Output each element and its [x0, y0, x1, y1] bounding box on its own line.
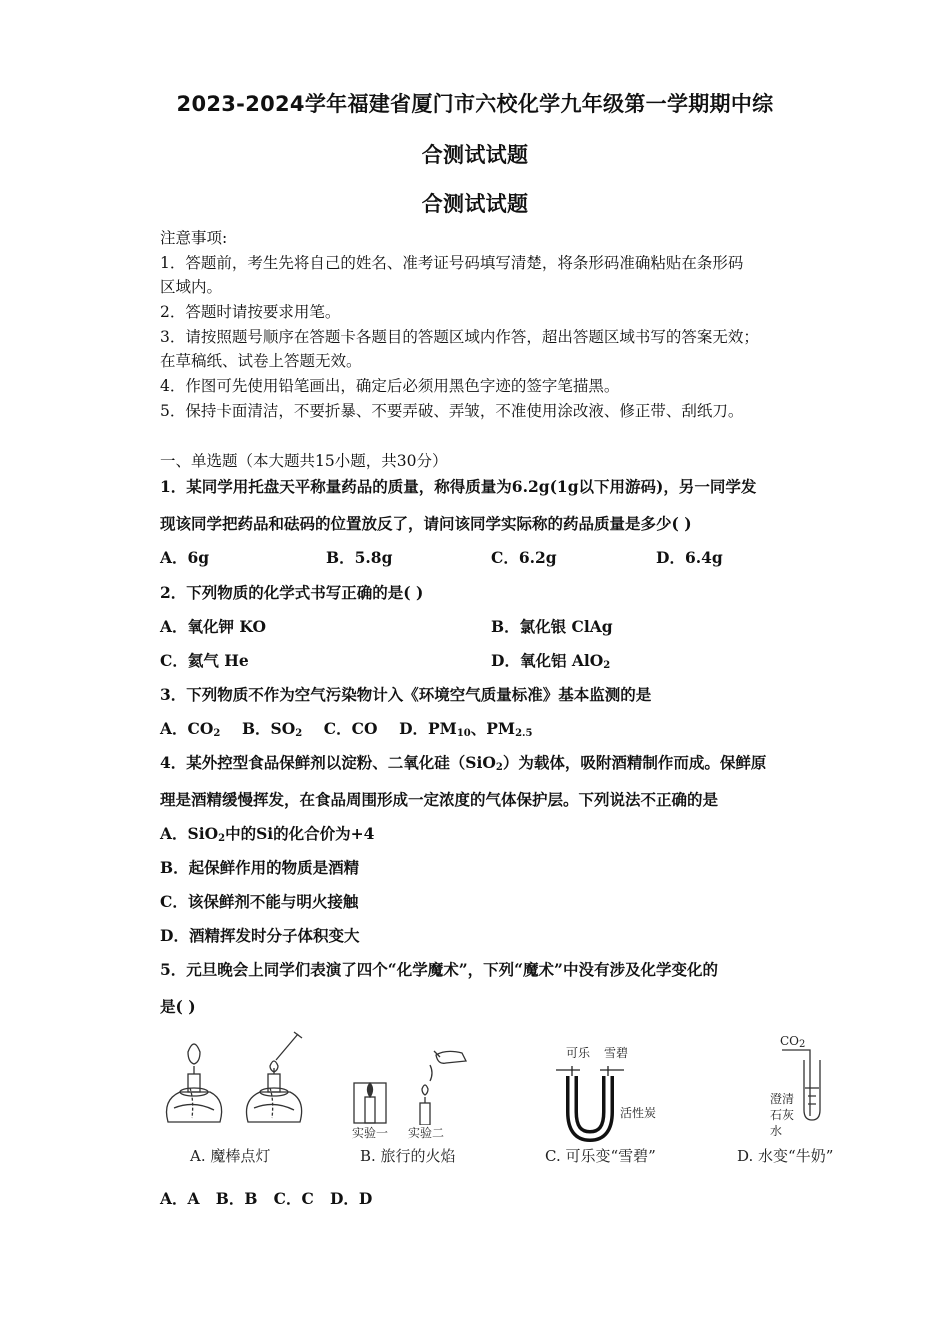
notice-heading: 注意事项:: [160, 229, 228, 247]
notice-item: 5．保持卡面清洁，不要折暴、不要弄破、弄皱，不准使用涂改液、修正带、刮纸刀。: [160, 402, 744, 420]
q5-options: A．A B．B C．C D．D: [160, 1189, 373, 1208]
figure-b-label-2: 实验二: [408, 1126, 445, 1140]
figure-c-label-sprite: 雪碧: [604, 1046, 629, 1060]
q4-option-a: A．SiO$_2$中的Si的化合价为+4: [160, 824, 375, 844]
figure-d-label-1: 澄清: [770, 1092, 795, 1106]
q4-option-b: B．起保鲜作用的物质是酒精: [160, 858, 360, 877]
page-title-line2: 合测试试题: [421, 143, 529, 167]
figure-c-caption: C. 可乐变“雪碧”: [545, 1147, 656, 1165]
figure-a-caption: A. 魔棒点灯: [190, 1147, 271, 1165]
figure-a-alcohol-lamps: [160, 1030, 310, 1130]
notice-item: 2．答题时请按要求用笔。: [160, 303, 341, 321]
q2-option-d: D．氧化铝 AlO$_2$: [491, 651, 611, 671]
notice-item: 在草稿纸、试卷上答题无效。: [160, 352, 362, 370]
q2-option-a: A．氧化钾 KO: [160, 617, 266, 636]
question-2-stem: 2．下列物质的化学式书写正确的是( ): [160, 583, 424, 602]
question-3-stem: 3．下列物质不作为空气污染物计入《环境空气质量标准》基本监测的是: [160, 685, 652, 704]
page-title: 2023-2024学年福建省厦门市六校化学九年级第一学期期中综: [176, 92, 774, 116]
figure-b-label-1: 实验一: [352, 1126, 389, 1140]
figure-c-label-cola: 可乐: [566, 1046, 591, 1060]
question-1-stem-cont: 现该同学把药品和砝码的位置放反了，请问该同学实际称的药品质量是多少( ): [160, 514, 692, 533]
q4-option-c: C．该保鲜剂不能与明火接触: [160, 892, 359, 911]
q2-option-c: C．氦气 He: [160, 651, 249, 670]
question-5-stem-cont: 是( ): [160, 997, 196, 1016]
figure-c-label-carbon: 活性炭: [620, 1106, 657, 1120]
notice-item: 3．请按照题号顺序在答题卡各题目的答题区域内作答，超出答题区域书写的答案无效；: [160, 328, 759, 346]
figure-c-u-tube: [550, 1062, 630, 1142]
q1-option-b: B．5.8g: [326, 548, 393, 567]
figure-d-caption: D. 水变“牛奶”: [737, 1147, 834, 1165]
figure-d-label-3: 水: [770, 1124, 783, 1138]
question-1-stem: 1．某同学用托盘天平称量药品的质量，称得质量为6.2g(1g以下用游码)，另一同学发: [160, 477, 757, 496]
notice-item: 1．答题前，考生先将自己的姓名、准考证号码填写清楚，将条形码准确粘贴在条形码: [160, 254, 744, 272]
section-heading: 一、单选题（本大题共15小题，共30分）: [160, 452, 448, 470]
q1-option-d: D．6.4g: [656, 548, 723, 567]
page-title-line3: 合测试试题: [421, 192, 529, 216]
q2-option-b: B．氯化银 ClAg: [491, 617, 613, 636]
question-4-stem-cont: 理是酒精缓慢挥发，在食品周围形成一定浓度的气体保护层。下列说法不正确的是: [160, 790, 719, 809]
question-5-stem: 5．元旦晚会上同学们表演了四个“化学魔术”，下列“魔术”中没有涉及化学变化的: [160, 960, 718, 979]
question-4-stem: 4．某外控型食品保鲜剂以淀粉、二氧化硅（SiO$_2$）为载体，吸附酒精制作而成。保鲜原: [160, 753, 767, 773]
q4-option-d: D．酒精挥发时分子体积变大: [160, 926, 360, 945]
figure-b-caption: B. 旅行的火焰: [360, 1147, 456, 1165]
notice-item: 区域内。: [160, 278, 223, 296]
q3-options: A．$CO_2$ B．$SO_2$ C．CO D．$PM_{10}$、$PM_{2.5}$: [160, 719, 533, 739]
figure-d-co2: $CO_2$: [780, 1034, 806, 1050]
notice-item: 4．作图可先使用铅笔画出，确定后必须用黑色字迹的签字笔描黑。: [160, 377, 620, 395]
q1-option-a: A．6g: [160, 548, 210, 567]
figure-b-candles: [350, 1045, 470, 1125]
figure-d-label-2: 石灰: [770, 1108, 795, 1122]
q1-option-c: C．6.2g: [491, 548, 557, 567]
